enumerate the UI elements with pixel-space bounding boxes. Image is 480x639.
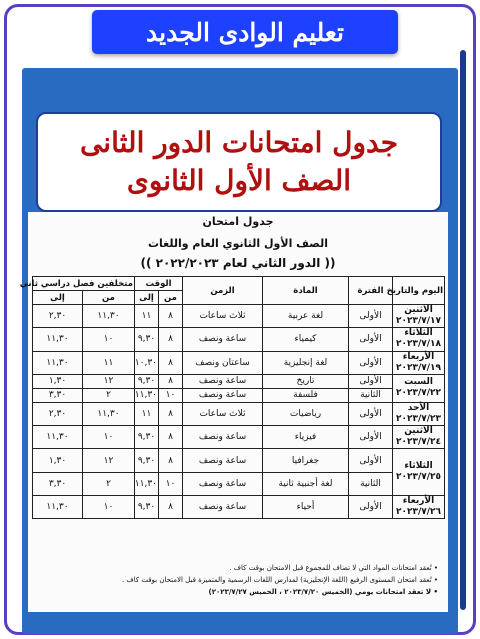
exam-document [19, 212, 448, 612]
header-failed-from: من [83, 291, 135, 305]
failed-from-cell: ١١ [83, 351, 135, 374]
period-cell: الثانية [349, 472, 393, 495]
period-cell: الثانية [349, 388, 393, 402]
failed-to-cell: ٣,٣٠ [33, 388, 83, 402]
time-to-cell: ٩,٣٠ [135, 426, 159, 449]
duration-cell: ساعة ونصف [183, 388, 263, 402]
subject-cell: تاريخ [263, 374, 349, 388]
table-row [33, 402, 445, 425]
duration-cell: ثلاث ساعات [183, 305, 263, 328]
table-row [33, 496, 445, 519]
day-date-cell: الأربعاء ٢٠٢٣/٧/١٩ [393, 351, 445, 374]
failed-from-cell: ١١,٣٠ [83, 305, 135, 328]
failed-from-cell: ١٢ [83, 449, 135, 472]
failed-to-cell: ١,٣٠ [33, 374, 83, 388]
document-heading: جدول امتحان [202, 215, 274, 228]
time-from-cell: ٨ [159, 305, 183, 328]
header-subject: المادة [263, 277, 349, 305]
period-cell: الأولى [349, 351, 393, 374]
failed-to-cell: ١١,٣٠ [33, 496, 83, 519]
time-from-cell: ٨ [159, 351, 183, 374]
failed-to-cell: ١,٣٠ [33, 449, 83, 472]
duration-cell: ساعة ونصف [183, 449, 263, 472]
document-session: (( الدور الثاني لعام ٢٠٢٢/٢٠٢٣ )) [140, 256, 336, 270]
duration-cell: ساعة ونصف [183, 426, 263, 449]
period-cell: الأولى [349, 328, 393, 351]
time-from-cell: ٨ [159, 449, 183, 472]
header-failed-to: إلى [33, 291, 83, 305]
time-from-cell: ٨ [159, 402, 183, 425]
time-to-cell: ١٠,٣٠ [135, 351, 159, 374]
frame-accent-bar [460, 50, 466, 610]
table-row [33, 472, 445, 495]
failed-from-cell: ١٠ [83, 328, 135, 351]
failed-from-cell: ١٠ [83, 426, 135, 449]
failed-from-cell: ٢ [83, 388, 135, 402]
time-from-cell: ٨ [159, 426, 183, 449]
duration-cell: ثلاث ساعات [183, 402, 263, 425]
note-item: • تُعقد امتحان المستوى الرفيع (اللغة الإنجليزية) لمدارس اللغات الرسمية والمتميزة قبل الامتحان بوقت كاف . [121, 576, 438, 584]
failed-from-cell: ١٢ [83, 374, 135, 388]
duration-cell: ساعة ونصف [183, 496, 263, 519]
time-to-cell: ٩,٣٠ [135, 449, 159, 472]
failed-to-cell: ٣,٣٠ [33, 472, 83, 495]
day-date-cell: الاثنين ٢٠٢٣/٧/٢٤ [393, 426, 445, 449]
time-to-cell: ٩,٣٠ [135, 328, 159, 351]
subject-cell: فيزياء [263, 426, 349, 449]
duration-cell: ساعة ونصف [183, 328, 263, 351]
document-subheading: الصف الأول الثانوي العام واللغات [147, 237, 329, 250]
time-to-cell: ٩,٣٠ [135, 374, 159, 388]
time-to-cell: ١١,٣٠ [134, 390, 157, 401]
time-to-cell: ١١ [135, 402, 159, 425]
day-date-cell: الثلاثاء ٢٠٢٣/٧/٢٥ [393, 449, 445, 496]
notes-section [38, 562, 438, 598]
day-date-cell: الأربعاء ٢٠٢٣/٧/٢٦ [393, 496, 445, 519]
failed-to-cell: ٢,٣٠ [33, 402, 83, 425]
subject-cell: لغة عربية [263, 305, 349, 328]
title-card [36, 112, 442, 212]
exam-schedule-table [19, 276, 445, 519]
subject-cell: لغة إنجليزية [263, 351, 349, 374]
failed-from-cell: ١١,٣٠ [83, 402, 135, 425]
header-time: الوقت [135, 277, 183, 291]
failed-to-cell: ٢,٣٠ [33, 305, 83, 328]
header-time-to: إلى [135, 291, 159, 305]
time-from-cell: ٨ [159, 374, 183, 388]
failed-from-cell: ٢ [83, 472, 135, 495]
table-row [33, 305, 445, 328]
duration-cell: ساعة ونصف [183, 374, 263, 388]
note-item: • تُعقد امتحانات المواد التي لا تضاف للمجموع قبل الامتحان بوقت كاف . [229, 564, 438, 572]
subject-cell: لغة أجنبية ثانية [263, 472, 349, 495]
day-date-cell: السبت ٢٠٢٣/٧/٢٢ [393, 374, 445, 402]
table-row [33, 449, 445, 472]
duration-cell: ساعة ونصف [183, 472, 263, 495]
period-cell: الأولى [349, 402, 393, 425]
subject-cell: جغرافيا [263, 449, 349, 472]
period-cell: الأولى [349, 449, 393, 472]
table-row [33, 426, 445, 449]
period-cell: الأولى [349, 305, 393, 328]
header-day-date: اليوم والتاريخ [393, 277, 445, 305]
time-from-cell: ٨ [159, 496, 183, 519]
table-row [33, 328, 445, 351]
duration-cell: ساعتان ونصف [183, 351, 263, 374]
title-line-1: جدول امتحانات الدور الثانى [79, 126, 399, 159]
day-date-cell: الأحد ٢٠٢٣/٧/٢٣ [393, 402, 445, 425]
time-from-cell: ١٠ [159, 472, 183, 495]
title-line-2: الصف الأول الثانوى [126, 164, 352, 197]
failed-to-cell: ١١,٣٠ [33, 351, 83, 374]
table-row [33, 374, 445, 388]
time-from-cell: ٨ [159, 328, 183, 351]
header-period: الفترة [349, 277, 393, 305]
failed-to-cell: ١١,٣٠ [33, 426, 83, 449]
period-cell: الأولى [349, 374, 393, 388]
day-date-cell: الاثنين ٢٠٢٣/٧/١٧ [393, 305, 445, 328]
time-to-cell: ١١ [135, 305, 159, 328]
table-row [33, 351, 445, 374]
subject-cell: كيمياء [263, 328, 349, 351]
subject-cell: فلسفة [263, 388, 349, 402]
subject-cell: رياضيات [263, 402, 349, 425]
header-time-from: من [159, 291, 183, 305]
day-date-cell: الثلاثاء ٢٠٢٣/٧/١٨ [393, 328, 445, 351]
note-item: • لا تعقد امتحانات يومي (الخميس ٢٠٢٣/٧/٢٠ ، الخميس ٢٠٢٣/٧/٢٧) [208, 588, 438, 596]
header-failed-one-term: متخلفين فصل دراسي ثاني [19, 278, 133, 289]
failed-from-cell: ١٠ [83, 496, 135, 519]
period-cell: الأولى [349, 426, 393, 449]
banner-title: تعليم الوادى الجديد [146, 17, 344, 47]
header-duration: الزمن [183, 277, 263, 305]
header-banner [92, 10, 398, 54]
subject-cell: أحياء [263, 496, 349, 519]
table-row [33, 388, 445, 402]
time-from-cell: ١٠ [159, 388, 183, 402]
failed-to-cell: ١١,٣٠ [33, 328, 83, 351]
time-to-cell: ٩,٣٠ [135, 496, 159, 519]
time-to-cell: ١١,٣٠ [135, 472, 159, 495]
period-cell: الأولى [349, 496, 393, 519]
